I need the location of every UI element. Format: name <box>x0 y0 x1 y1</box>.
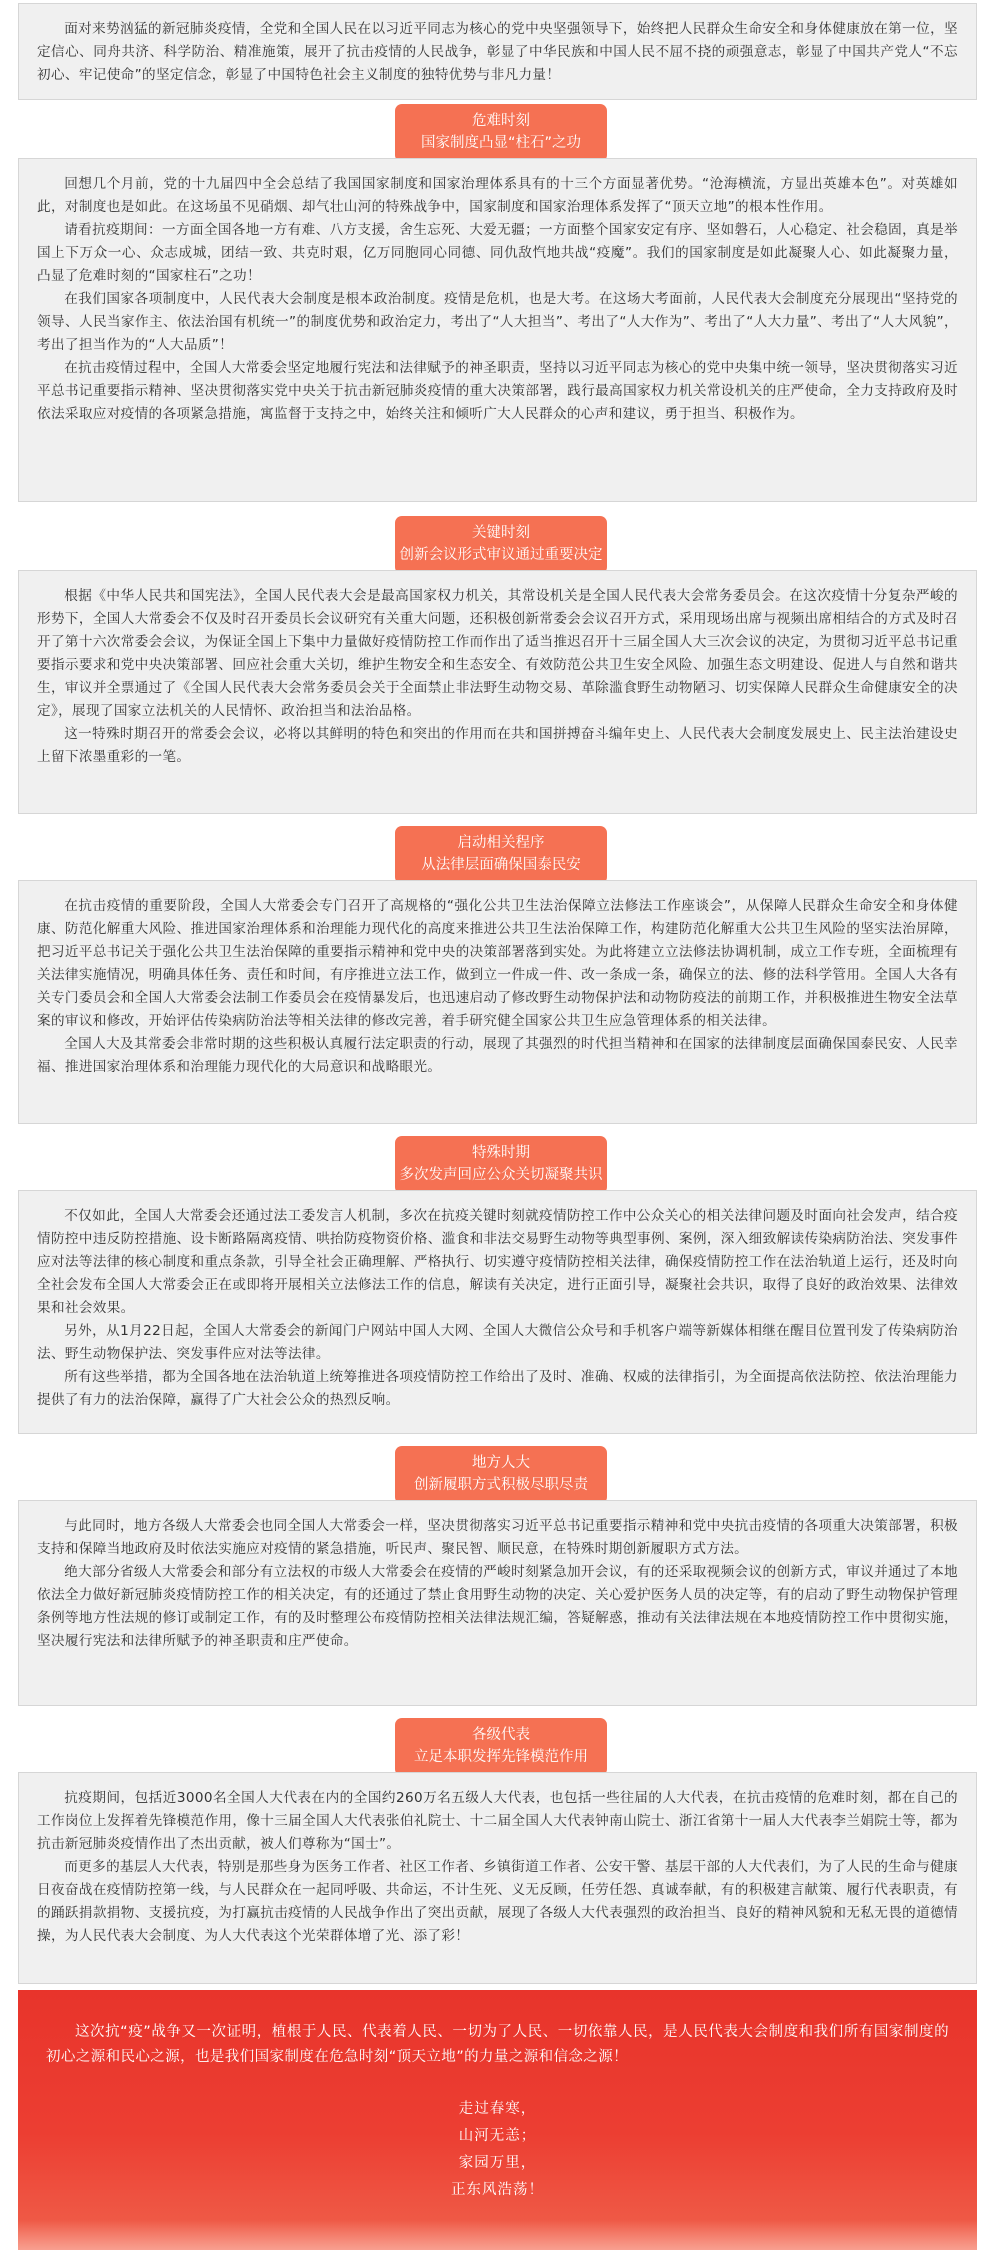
section-paragraph: 在抗击疫情过程中，全国人大常委会坚定地履行宪法和法律赋予的神圣职责，坚持以习近平同志为核心的党中央集中统一领导，坚决贯彻落实习近平总书记重要指示精神、坚决贯彻落实党中央关于抗击新冠肺炎疫情的重大决策部署，践行最高国家权力机关常设机关的庄严使命，全力支持政府及时依法采取应对疫情的各项紧急措施，寓监督于支持之中，始终关注和倾听广大人民群众的心声和建议，勇于担当、积极作为。 <box>37 360 958 422</box>
section-paragraph: 全国人大及其常委会非常时期的这些积极认真履行法定职责的行动，展现了其强烈的时代担当精神和在国家的法律制度层面确保国泰民安、人民幸福、推进国家治理体系和治理能力现代化的大局意识和战略眼光。 <box>37 1036 958 1075</box>
intro-box <box>18 3 977 100</box>
section-paragraph: 回想几个月前，党的十九届四中全会总结了我国国家制度和国家治理体系具有的十三个方面显著优势。“沧海横流，方显出英雄本色”。对英雄如此，对制度也是如此。在这场虽不见硝烟、却气壮山河的特殊战争中，国家制度和国家治理体系发挥了“顶天立地”的根本性作用。 <box>37 176 958 215</box>
section-title: 关键时刻 <box>472 525 530 541</box>
section-box-5 <box>18 1500 977 1706</box>
section-subtitle: 从法律层面确保国泰民安 <box>421 857 581 873</box>
closing-poem <box>46 2096 949 2204</box>
section-subtitle: 创新履职方式积极尽职尽责 <box>414 1477 588 1493</box>
intro-paragraph: 面对来势汹猛的新冠肺炎疫情，全党和全国人民在以习近平同志为核心的党中央坚强领导下，始终把人民群众生命安全和身体健康放在第一位，坚定信心、同舟共济、科学防治、精准施策，展开了抗击疫情的人民战争，彰显了中华民族和中国人民不屈不挠的顽强意志，彰显了中国共产党人“不忘初心、牢记使命”的坚定信念，彰显了中国特色社会主义制度的独特优势与非凡力量！ <box>37 21 958 83</box>
poem-line: 山河无恙； <box>458 2128 537 2144</box>
section-paragraph: 不仅如此，全国人大常委会还通过法工委发言人机制，多次在抗疫关键时刻就疫情防控工作中公众关心的相关法律问题及时面向社会发声，结合疫情防控中违反防控措施、设卡断路隔离疫情、哄抬防疫物资价格、滥食和非法交易野生动物等典型事例、案例，深入细致解读传染病防治法、突发事件应对法等法律的核心制度和重点条款，引导全社会正确理解、严格执行、切实遵守疫情防控相关法律，确保疫情防控工作在法治轨道上运行，还及时向全社会发布全国人大常委会正在或即将开展相关立法修法工作的信息，解读有关决定，进行正面引导，凝聚社会共识，取得了良好的政治效果、法律效果和社会效果。 <box>37 1208 958 1316</box>
section-heading-1 <box>395 104 607 162</box>
section-heading-5 <box>395 1446 607 1504</box>
section-heading-6 <box>395 1718 607 1776</box>
section-title: 地方人大 <box>472 1455 530 1471</box>
section-subtitle: 国家制度凸显“柱石”之功 <box>420 135 582 151</box>
section-paragraph: 在我们国家各项制度中，人民代表大会制度是根本政治制度。疫情是危机，也是大考。在这场大考面前，人民代表大会制度充分展现出“坚持党的领导、人民当家作主、依法治国有机统一”的制度优势和政治定力，考出了“人大担当”、考出了“人大作为”、考出了“人大力量”、考出了“人大风貌”，考出了担当作为的“人大品质”！ <box>37 291 958 353</box>
section-heading-2 <box>395 516 607 574</box>
section-title: 危难时刻 <box>472 113 530 129</box>
section-paragraph: 抗疫期间，包括近3000名全国人大代表在内的全国约260万名五级人大代表，也包括一些往届的人大代表，在抗击疫情的危难时刻，都在自己的工作岗位上发挥着先锋模范作用，像十三届全国人大代表张伯礼院士、十二届全国人大代表钟南山院士、浙江省第十一届人大代表李兰娟院士等，都为抗击新冠肺炎疫情作出了杰出贡献，被人们尊称为“国士”。 <box>37 1790 958 1852</box>
section-box-2 <box>18 570 977 814</box>
section-paragraph: 请看抗疫期间：一方面全国各地一方有难、八方支援，舍生忘死、大爱无疆；一方面整个国家安定有序、坚如磐石，人心稳定、社会稳固，真是举国上下万众一心、众志成城，团结一致、共克时艰，亿万同胞同心同德、同仇敌忾地共战“疫魔”。我们的国家制度是如此凝聚人心、如此凝聚力量，凸显了危难时刻的“国家柱石”之功！ <box>37 222 958 284</box>
section-subtitle: 创新会议形式审议通过重要决定 <box>399 547 603 563</box>
section-subtitle: 多次发声回应公众关切凝聚共识 <box>399 1167 603 1183</box>
closing-banner <box>18 1990 977 2250</box>
poem-line: 家园万里， <box>458 2155 537 2171</box>
section-title: 各级代表 <box>472 1727 530 1743</box>
section-box-4 <box>18 1190 977 1434</box>
section-paragraph: 绝大部分省级人大常委会和部分有立法权的市级人大常委会在疫情的严峻时刻紧急加开会议，有的还采取视频会议的创新方式，审议并通过了本地依法全力做好新冠肺炎疫情防控工作的相关决定，有的还通过了禁止食用野生动物的决定、关心爱护医务人员的决定等，有的启动了野生动物保护管理条例等地方性法规的修订或制定工作，有的及时整理公布疫情防控相关法律法规汇编，答疑解惑，推动有关法律法规在本地疫情防控工作中贯彻实施，坚决履行宪法和法律所赋予的神圣职责和庄严使命。 <box>37 1564 958 1649</box>
decorative-skyline <box>18 2220 977 2250</box>
section-paragraph: 所有这些举措，都为全国各地在法治轨道上统筹推进各项疫情防控工作给出了及时、准确、权威的法律指引，为全面提高依法防控、依法治理能力提供了有力的法治保障，赢得了广大社会公众的热烈反响。 <box>37 1369 958 1408</box>
section-heading-3 <box>395 826 607 884</box>
section-title: 启动相关程序 <box>457 835 545 851</box>
section-heading-4 <box>395 1136 607 1194</box>
section-paragraph: 在抗击疫情的重要阶段，全国人大常委会专门召开了高规格的“强化公共卫生法治保障立法修法工作座谈会”，从保障人民群众生命安全和身体健康、防范化解重大风险、推进国家治理体系和治理能力现代化的高度来推进公共卫生法治保障工作，构建防范化解重大公共卫生风险的坚实法治屏障，把习近平总书记关于强化公共卫生法治保障的重要指示精神和党中央的决策部署落到实处。为此将建立立法修法协调机制，成立工作专班，全面梳理有关法律实施情况，明确具体任务、责任和时间，有序推进立法工作，做到立一件成一件、改一条成一条，确保立的法、修的法科学管用。全国人大各有关专门委员会和全国人大常委会法制工作委员会在疫情暴发后，也迅速启动了修改野生动物保护法和动物防疫法的前期工作，并积极推进生物安全法草案的审议和修改，开始评估传染病防治法等相关法律的修改完善，着手研究健全国家公共卫生应急管理体系的相关法律。 <box>37 898 958 1029</box>
section-paragraph: 根据《中华人民共和国宪法》，全国人民代表大会是最高国家权力机关，其常设机关是全国人民代表大会常务委员会。在这次疫情十分复杂严峻的形势下，全国人大常委会不仅及时召开委员长会议研究有关重大问题，还积极创新常委会会议召开方式，采用现场出席与视频出席相结合的方式及时召开了第十六次常委会会议，为保证全国上下集中力量做好疫情防控工作而作出了适当推迟召开十三届全国人大三次会议的决定，为贯彻习近平总书记重要指示要求和党中央决策部署、回应社会重大关切，维护生物安全和生态安全、有效防范公共卫生安全风险、加强生态文明建设、促进人与自然和谐共生，审议并全票通过了《全国人民代表大会常务委员会关于全面禁止非法野生动物交易、革除滥食野生动物陋习、切实保障人民群众生命健康安全的决定》，展现了国家立法机关的人民情怀、政治担当和法治品格。 <box>37 588 958 719</box>
section-title: 特殊时期 <box>472 1145 530 1161</box>
section-paragraph: 另外，从1月22日起，全国人大常委会的新闻门户网站中国人大网、全国人大微信公众号和手机客户端等新媒体相继在醒目位置刊发了传染病防治法、野生动物保护法、突发事件应对法等法律。 <box>37 1323 958 1362</box>
section-paragraph: 而更多的基层人大代表，特别是那些身为医务工作者、社区工作者、乡镇街道工作者、公安干警、基层干部的人大代表们，为了人民的生命与健康日夜奋战在疫情防控第一线，与人民群众在一起同呼吸、共命运，不计生死、义无反顾，任劳任怨、真诚奉献，有的积极建言献策、履行代表职责，有的踊跃捐款捐物、支援抗疫，为打赢抗击疫情的人民战争作出了突出贡献，展现了各级人大代表强烈的政治担当、良好的精神风貌和无私无畏的道德情操，为人民代表大会制度、为人大代表这个光荣群体增了光、添了彩！ <box>37 1859 958 1944</box>
poem-line: 正东风浩荡！ <box>451 2182 544 2198</box>
section-box-6 <box>18 1772 977 1984</box>
poem-line: 走过春寒， <box>458 2101 537 2117</box>
closing-paragraph: 这次抗“疫”战争又一次证明，植根于人民、代表着人民、一切为了人民、一切依靠人民，是人民代表大会制度和我们所有国家制度的初心之源和民心之源，也是我们国家制度在危急时刻“顶天立地”的力量之源和信念之源！ <box>46 2024 949 2065</box>
section-paragraph: 与此同时，地方各级人大常委会也同全国人大常委会一样，坚决贯彻落实习近平总书记重要指示精神和党中央抗击疫情的各项重大决策部署，积极支持和保障当地政府及时依法实施应对疫情的紧急措施，听民声、聚民智、顺民意，在特殊时期创新履职方式方法。 <box>37 1518 958 1557</box>
section-paragraph: 这一特殊时期召开的常委会会议，必将以其鲜明的特色和突出的作用而在共和国拼搏奋斗编年史上、人民代表大会制度发展史上、民主法治建设史上留下浓墨重彩的一笔。 <box>37 726 958 765</box>
section-subtitle: 立足本职发挥先锋模范作用 <box>414 1749 588 1765</box>
section-box-3 <box>18 880 977 1124</box>
section-box-1 <box>18 158 977 502</box>
